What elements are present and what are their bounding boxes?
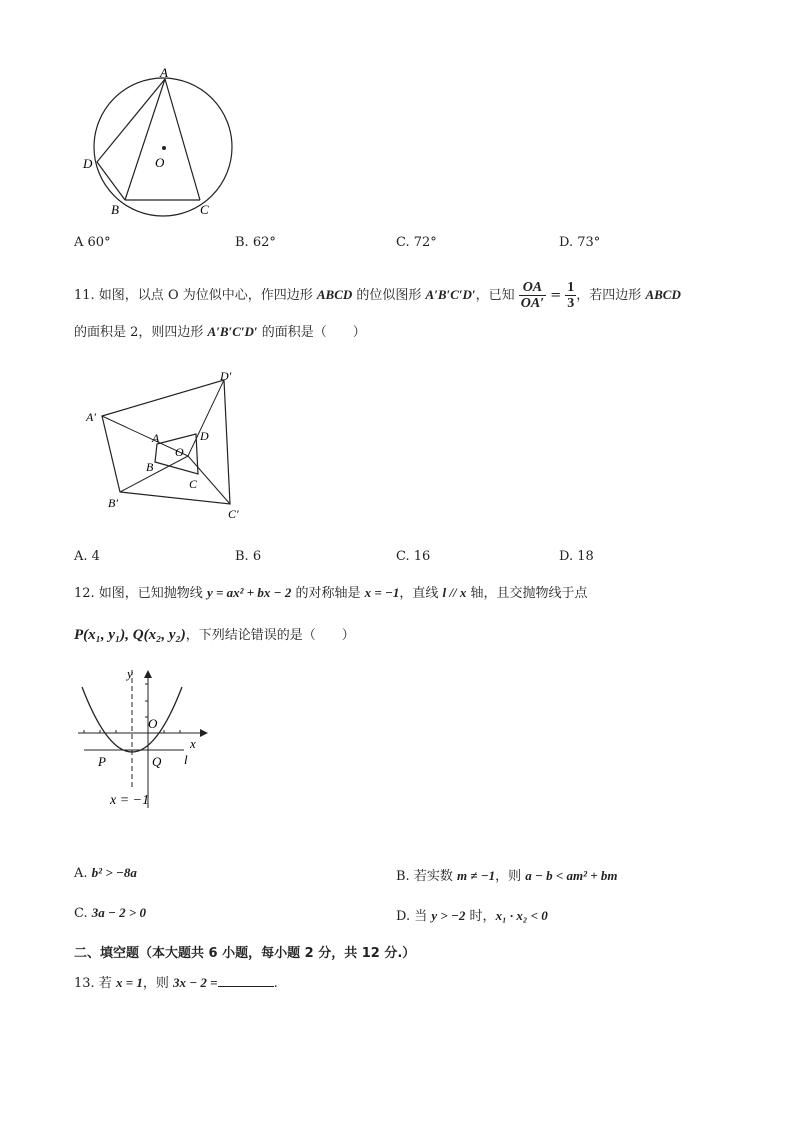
label-A: A xyxy=(160,65,168,80)
q13-stem: 13. 若 x = 1，则 3x − 2 = . xyxy=(74,975,278,991)
label-l: l xyxy=(184,752,188,767)
segment-AD xyxy=(97,79,165,162)
q10-option-b[interactable]: B. 62° xyxy=(235,235,276,250)
label-P: P xyxy=(98,754,106,769)
label-C: C xyxy=(189,477,198,491)
q10-option-d[interactable]: D. 73° xyxy=(559,235,601,250)
q11-option-c[interactable]: C. 16 xyxy=(396,549,431,564)
label-Dp: D′ xyxy=(220,369,232,383)
x-axis-arrow xyxy=(200,729,208,737)
y-axis-arrow xyxy=(144,670,152,678)
label-Ap: A′ xyxy=(86,410,96,424)
ratio-value: $\frac{1}{3}$ xyxy=(567,280,575,311)
ray-OD xyxy=(188,380,224,456)
q12-option-a[interactable]: A. b² > −8a xyxy=(74,865,137,881)
ratio-fraction: $\frac{OA}{OA'}$ xyxy=(520,280,545,311)
q12-figure xyxy=(72,662,212,812)
q11-option-b[interactable]: B. 6 xyxy=(235,549,262,564)
ray-OB xyxy=(120,456,188,492)
q11-figure xyxy=(82,368,252,528)
section-heading: 二、填空题（本大题共 6 小题，每小题 2 分，共 12 分.） xyxy=(74,946,416,961)
label-O: O xyxy=(175,445,184,459)
label-O: O xyxy=(155,155,165,170)
q11-stem-line2: 的面积是 2，则四边形 A′B′C′D′ 的面积是（ ） xyxy=(74,324,366,340)
q12-option-d[interactable]: D. 当 y > −2 时，x₁ · x₂ < 0 xyxy=(396,908,548,924)
label-y: y xyxy=(127,666,133,681)
center-dot xyxy=(162,146,166,150)
q10-option-c[interactable]: C. 72° xyxy=(396,235,437,250)
q10-figure xyxy=(78,62,238,222)
q12-option-b[interactable]: B. 若实数 m ≠ −1，则 a − b < am² + bm xyxy=(396,868,618,884)
q12-stem-line1: 12. 如图，已知抛物线 y = ax² + bx − 2 的对称轴是 x = −1，直线 l // x 轴，且交抛物线于点 xyxy=(74,585,588,601)
segment-AB xyxy=(125,79,165,200)
segment-DB xyxy=(97,162,125,200)
q11-stem-line1: 11. 如图，以点 O 为位似中心，作四边形 ABCD 的位似图形 A′B′C′D′，已知 $\frac{OA}{OA'}$ = $\frac{1}{3}$ ，若四边形 ABCD xyxy=(74,280,681,311)
label-axis: x = −1 xyxy=(110,793,150,808)
label-D: D xyxy=(200,429,209,443)
label-C: C xyxy=(200,202,209,217)
segment-AC xyxy=(165,79,200,200)
answer-blank[interactable] xyxy=(218,974,274,987)
label-A: A xyxy=(152,431,160,445)
q11-option-a[interactable]: A. 4 xyxy=(74,549,100,564)
label-D: D xyxy=(83,156,93,171)
label-Cp: C′ xyxy=(228,507,239,521)
label-O: O xyxy=(148,716,158,731)
label-B: B xyxy=(146,460,154,474)
label-Q: Q xyxy=(152,754,162,769)
q11-option-d[interactable]: D. 18 xyxy=(559,549,594,564)
q12-stem-line2: P(x₁, y₁), Q(x₂, y₂)，下列结论错误的是（ ） xyxy=(74,627,355,643)
q10-option-a[interactable]: A 60° xyxy=(74,235,111,250)
label-x: x xyxy=(190,736,196,751)
q12-option-c[interactable]: C. 3a − 2 > 0 xyxy=(74,905,147,921)
label-Bp: B′ xyxy=(108,496,118,510)
label-B: B xyxy=(111,202,119,217)
